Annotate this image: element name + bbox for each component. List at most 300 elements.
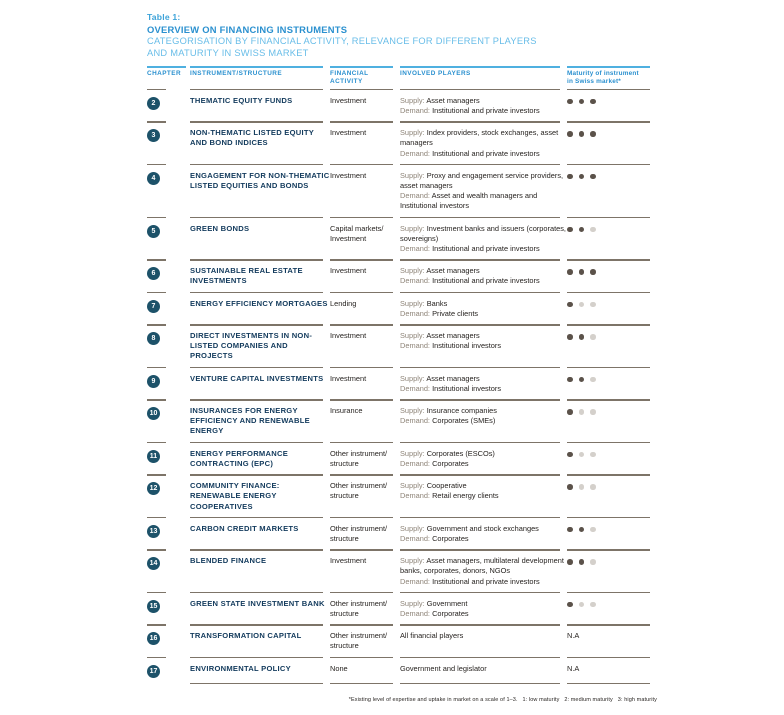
supply-label: Supply: xyxy=(400,223,425,233)
instrument-name: GREEN STATE INVESTMENT BANK xyxy=(190,598,325,608)
cell-involved-players xyxy=(400,592,567,624)
maturity-na-value: N.A xyxy=(567,663,580,673)
demand-value: Corporates xyxy=(432,608,469,618)
maturity-dot-filled xyxy=(579,227,585,233)
chapter-badge[interactable]: 15 xyxy=(147,600,160,613)
maturity-rating xyxy=(567,126,657,137)
maturity-dot-filled xyxy=(567,484,573,490)
cell-instrument xyxy=(190,592,330,614)
supply-line xyxy=(400,374,567,384)
instrument-name: BLENDED FINANCE xyxy=(190,556,267,566)
supply-line xyxy=(400,96,567,106)
involved-players-group xyxy=(400,447,567,469)
cell-chapter xyxy=(147,324,190,350)
maturity-dot-empty xyxy=(579,409,585,415)
supply-line xyxy=(400,266,567,276)
cell-maturity xyxy=(567,624,657,646)
demand-line xyxy=(400,384,567,394)
involved-players-group xyxy=(400,297,567,319)
supply-line xyxy=(400,599,567,609)
demand-line xyxy=(400,149,567,159)
cell-involved-players xyxy=(400,121,567,164)
instrument-name: COMMUNITY FINANCE: RENEWABLE ENERGY COOPERATIVES xyxy=(190,481,280,511)
financial-activity-value: Lending xyxy=(330,298,357,308)
supply-label: Supply: xyxy=(400,95,425,105)
cell-chapter xyxy=(147,657,190,683)
maturity-dot-empty xyxy=(590,377,596,383)
demand-label: Demand: xyxy=(400,576,430,586)
cell-instrument xyxy=(190,292,330,314)
demand-label: Demand: xyxy=(400,276,430,286)
cell-maturity xyxy=(567,121,657,142)
involved-players-group xyxy=(400,169,567,212)
demand-line xyxy=(400,341,567,351)
supply-label: Supply: xyxy=(400,598,425,608)
demand-value: Corporates xyxy=(432,533,469,543)
demand-line xyxy=(400,416,567,426)
header-cell-chapter xyxy=(147,66,190,80)
cell-involved-players xyxy=(400,624,567,646)
maturity-dot-filled xyxy=(590,99,596,105)
supply-value: Cooperative xyxy=(426,481,467,491)
maturity-dot-filled xyxy=(567,174,573,180)
maturity-dot-empty xyxy=(590,302,596,308)
chapter-badge[interactable]: 4 xyxy=(147,172,160,185)
demand-label: Demand: xyxy=(400,148,430,158)
involved-players-group xyxy=(400,629,567,641)
supply-value: Proxy and engagement service providers, asset managers xyxy=(400,170,564,191)
demand-label: Demand: xyxy=(400,458,430,468)
header-label-involved-players: INVOLVED PLAYERS xyxy=(400,70,471,77)
table-subtitle-line-1: CATEGORISATION BY FINANCIAL ACTIVITY, RELEVANCE FOR DIFFERENT PLAYERS xyxy=(147,36,537,46)
cell-instrument xyxy=(190,367,330,389)
cell-financial-activity xyxy=(330,367,400,389)
demand-line xyxy=(400,309,567,319)
maturity-dot-empty xyxy=(590,452,596,458)
supply-value: Asset managers, multilateral development banks, corporates, donors, NGOs xyxy=(400,556,564,576)
maturity-dot-filled xyxy=(567,334,573,340)
header-cell-financial-activity xyxy=(330,66,400,89)
table-row xyxy=(147,292,657,324)
financial-activity-value: Insurance xyxy=(330,406,363,416)
maturity-dot-empty xyxy=(590,559,596,565)
table-header-row xyxy=(147,66,657,89)
instrument-name: INSURANCES FOR ENERGY EFFICIENCY AND RENEWABLE ENERGY xyxy=(190,406,310,436)
players-plain-value: All financial players xyxy=(400,631,464,641)
instrument-name: VENTURE CAPITAL INVESTMENTS xyxy=(190,373,324,383)
cell-instrument xyxy=(190,164,330,196)
cell-financial-activity xyxy=(330,89,400,111)
maturity-dot-empty xyxy=(590,409,596,415)
demand-value: Retail energy clients xyxy=(432,491,499,501)
cell-chapter xyxy=(147,121,190,147)
maturity-dot-filled xyxy=(567,302,573,308)
cell-instrument xyxy=(190,259,330,291)
bottom-rule-instrument xyxy=(190,683,330,693)
maturity-rating xyxy=(567,447,657,458)
financial-activity-value: Other instrument/ structure xyxy=(330,598,388,618)
cell-financial-activity xyxy=(330,624,400,656)
maturity-dot-filled xyxy=(567,377,573,383)
chapter-badge[interactable]: 6 xyxy=(147,267,160,280)
cell-financial-activity xyxy=(330,442,400,474)
cell-chapter xyxy=(147,592,190,618)
involved-players-group xyxy=(400,126,567,159)
cell-maturity xyxy=(567,592,657,613)
demand-line xyxy=(400,491,567,501)
table-row xyxy=(147,399,657,442)
involved-players-group xyxy=(400,554,567,587)
supply-value: Insurance companies xyxy=(426,406,497,416)
maturity-rating xyxy=(567,169,657,180)
cell-maturity xyxy=(567,474,657,495)
maturity-rating xyxy=(567,329,657,340)
supply-value: Asset managers xyxy=(426,266,480,276)
demand-label: Demand: xyxy=(400,533,430,543)
instrument-name: CARBON CREDIT MARKETS xyxy=(190,523,299,533)
instrument-name: ENERGY PERFORMANCE CONTRACTING (EPC) xyxy=(190,448,289,468)
maturity-dot-empty xyxy=(590,484,596,490)
maturity-dot-empty xyxy=(590,227,596,233)
chapter-badge[interactable]: 3 xyxy=(147,129,160,142)
supply-line xyxy=(400,171,567,191)
maturity-rating xyxy=(567,597,657,608)
financial-activity-value: Investment xyxy=(330,128,367,138)
chapter-badge[interactable]: 16 xyxy=(147,632,160,645)
cell-involved-players xyxy=(400,259,567,291)
table-row xyxy=(147,442,657,474)
demand-value: Corporates (SMEs) xyxy=(432,416,496,426)
maturity-dot-empty xyxy=(590,334,596,340)
bottom-rule-financial-activity xyxy=(330,683,400,693)
cell-instrument xyxy=(190,624,330,646)
demand-value: Institutional investors xyxy=(432,383,502,393)
cell-maturity xyxy=(567,324,657,345)
cell-chapter xyxy=(147,367,190,393)
maturity-dot-filled xyxy=(567,452,573,458)
financial-activity-value: Other instrument/ structure xyxy=(330,523,388,543)
cell-financial-activity xyxy=(330,592,400,624)
demand-value: Institutional and private investors xyxy=(432,148,540,158)
table-row xyxy=(147,217,657,260)
chapter-badge[interactable]: 14 xyxy=(147,557,160,570)
demand-line xyxy=(400,191,567,211)
chapter-badge[interactable]: 7 xyxy=(147,300,160,313)
cell-maturity xyxy=(567,442,657,463)
footnote-key-3: 3: high maturity xyxy=(617,697,657,703)
maturity-dot-empty xyxy=(579,452,585,458)
demand-value: Institutional and private investors xyxy=(432,276,540,286)
maturity-rating xyxy=(567,372,657,383)
chapter-badge[interactable]: 12 xyxy=(147,482,160,495)
chapter-badge[interactable]: 11 xyxy=(147,450,160,463)
footnote-main: *Existing level of expertise and uptake in market on a scale of 1–3. xyxy=(348,697,518,703)
maturity-dot-filled xyxy=(579,334,585,340)
cell-instrument xyxy=(190,89,330,111)
maturity-dot-empty xyxy=(579,484,585,490)
table-row xyxy=(147,624,657,656)
cell-instrument xyxy=(190,217,330,239)
demand-label: Demand: xyxy=(400,106,430,116)
maturity-dot-filled xyxy=(567,602,573,608)
maturity-rating xyxy=(567,522,657,533)
table-title-block xyxy=(147,12,667,60)
cell-maturity xyxy=(567,517,657,538)
supply-value: Asset managers xyxy=(426,373,480,383)
cell-maturity xyxy=(567,217,657,238)
bottom-rule-chapter xyxy=(147,683,190,693)
cell-involved-players xyxy=(400,474,567,506)
supply-value: Corporates (ESCOs) xyxy=(426,448,495,458)
supply-value: Asset managers xyxy=(426,95,480,105)
maturity-dot-filled xyxy=(579,99,585,105)
involved-players-group xyxy=(400,479,567,501)
demand-value: Asset and wealth managers and Institutional investors xyxy=(400,191,538,211)
maturity-na-value: N.A xyxy=(567,631,580,641)
maturity-dot-empty xyxy=(590,602,596,608)
table-row xyxy=(147,549,657,592)
cell-financial-activity xyxy=(330,399,400,421)
bottom-rule-maturity xyxy=(567,683,657,693)
demand-value: Institutional and private investors xyxy=(432,576,540,586)
cell-financial-activity xyxy=(330,121,400,143)
cell-involved-players xyxy=(400,549,567,592)
chapter-badge[interactable]: 10 xyxy=(147,407,160,420)
supply-line xyxy=(400,556,567,576)
involved-players-group xyxy=(400,222,567,255)
header-label-chapter: CHAPTER xyxy=(147,70,182,77)
table-footnote xyxy=(147,697,657,703)
supply-value: Investment banks and issuers (corporates, sovereigns) xyxy=(400,223,566,243)
maturity-dot-filled xyxy=(579,559,585,565)
maturity-dot-filled xyxy=(567,269,573,275)
instrument-name: ENGAGEMENT FOR NON-THEMATIC LISTED EQUITIES AND BONDS xyxy=(190,170,330,191)
table-row xyxy=(147,367,657,399)
cell-chapter xyxy=(147,259,190,285)
financial-activity-value: Other instrument/ structure xyxy=(330,448,388,468)
table-body xyxy=(147,89,657,683)
table-row xyxy=(147,259,657,291)
cell-involved-players xyxy=(400,442,567,474)
cell-maturity xyxy=(567,657,657,679)
demand-label: Demand: xyxy=(400,244,430,254)
maturity-dot-empty xyxy=(579,602,585,608)
demand-line xyxy=(400,244,567,254)
chapter-badge[interactable]: 17 xyxy=(147,665,160,678)
demand-label: Demand: xyxy=(400,341,430,351)
cell-chapter xyxy=(147,474,190,500)
cell-financial-activity xyxy=(330,474,400,506)
cell-involved-players xyxy=(400,324,567,356)
instrument-name: NON-THEMATIC LISTED EQUITY AND BOND INDICES xyxy=(190,128,314,148)
cell-financial-activity xyxy=(330,324,400,346)
header-label-maturity-line-2: in Swiss market* xyxy=(567,78,621,86)
chapter-badge[interactable]: 2 xyxy=(147,97,160,110)
table-bottom-rule xyxy=(147,683,657,693)
cell-involved-players xyxy=(400,292,567,324)
cell-chapter xyxy=(147,517,190,543)
cell-involved-players xyxy=(400,367,567,399)
supply-label: Supply: xyxy=(400,523,425,533)
maturity-dot-filled xyxy=(567,131,573,137)
header-label-maturity-line-1: Maturity of instrument xyxy=(567,70,639,77)
cell-financial-activity xyxy=(330,292,400,314)
table-row xyxy=(147,474,657,517)
cell-instrument xyxy=(190,549,330,571)
instrument-name: SUSTAINABLE REAL ESTATE INVESTMENTS xyxy=(190,266,303,286)
cell-maturity xyxy=(567,259,657,280)
demand-label: Demand: xyxy=(400,416,430,426)
chapter-badge[interactable]: 13 xyxy=(147,525,160,538)
chapter-badge[interactable]: 9 xyxy=(147,375,160,388)
cell-chapter xyxy=(147,217,190,243)
chapter-badge[interactable]: 8 xyxy=(147,332,160,345)
instrument-name: TRANSFORMATION CAPITAL xyxy=(190,631,302,641)
cell-chapter xyxy=(147,549,190,575)
supply-label: Supply: xyxy=(400,298,425,308)
table-row xyxy=(147,164,657,217)
financial-activity-value: Other instrument/ structure xyxy=(330,481,388,501)
cell-involved-players xyxy=(400,89,567,121)
supply-line xyxy=(400,481,567,491)
table-number-label: Table 1: xyxy=(147,12,181,22)
involved-players-group xyxy=(400,264,567,286)
involved-players-group xyxy=(400,329,567,351)
maturity-dot-filled xyxy=(567,527,573,533)
table-row xyxy=(147,324,657,367)
demand-value: Institutional and private investors xyxy=(432,244,540,254)
maturity-dot-filled xyxy=(579,174,585,180)
maturity-dot-filled xyxy=(590,269,596,275)
table-row xyxy=(147,517,657,549)
demand-line xyxy=(400,534,567,544)
header-cell-involved-players xyxy=(400,66,567,80)
cell-maturity xyxy=(567,292,657,313)
cell-involved-players xyxy=(400,164,567,217)
maturity-rating xyxy=(567,222,657,233)
table-row xyxy=(147,657,657,683)
involved-players-group xyxy=(400,404,567,426)
cell-instrument xyxy=(190,324,330,367)
supply-value: Government and stock exchanges xyxy=(426,523,539,533)
supply-line xyxy=(400,224,567,244)
maturity-dot-filled xyxy=(567,409,573,415)
financial-activity-value: Investment xyxy=(330,170,367,180)
supply-line xyxy=(400,299,567,309)
demand-label: Demand: xyxy=(400,308,430,318)
footnote-key-2: 2: medium maturity xyxy=(564,697,613,703)
cell-chapter xyxy=(147,399,190,425)
maturity-dot-empty xyxy=(579,302,585,308)
footnote-key-1: 1: low maturity xyxy=(522,697,560,703)
financial-activity-value: Investment xyxy=(330,266,367,276)
demand-label: Demand: xyxy=(400,608,430,618)
supply-line xyxy=(400,128,567,148)
cell-involved-players xyxy=(400,517,567,549)
maturity-dot-filled xyxy=(579,527,585,533)
instrument-name: DIRECT INVESTMENTS IN NON-LISTED COMPANIES AND PROJECTS xyxy=(190,331,313,361)
supply-label: Supply: xyxy=(400,266,425,276)
demand-line xyxy=(400,459,567,469)
instrument-name: ENVIRONMENTAL POLICY xyxy=(190,663,291,673)
cell-financial-activity xyxy=(330,517,400,549)
table-title: OVERVIEW ON FINANCING INSTRUMENTS xyxy=(147,24,348,35)
cell-involved-players xyxy=(400,657,567,679)
cell-maturity xyxy=(567,399,657,420)
maturity-dot-filled xyxy=(567,99,573,105)
maturity-dot-filled xyxy=(567,227,573,233)
bottom-rule-involved-players xyxy=(400,683,567,693)
table-row xyxy=(147,89,657,121)
cell-financial-activity xyxy=(330,657,400,679)
cell-chapter xyxy=(147,164,190,190)
maturity-rating xyxy=(567,479,657,490)
players-plain-value: Government and legislator xyxy=(400,663,487,673)
maturity-dot-filled xyxy=(579,377,585,383)
cell-maturity xyxy=(567,549,657,570)
involved-players-group xyxy=(400,522,567,544)
cell-instrument xyxy=(190,121,330,153)
header-label-financial-activity: FINANCIAL ACTIVITY xyxy=(330,70,369,86)
demand-label: Demand: xyxy=(400,491,430,501)
maturity-dot-filled xyxy=(590,131,596,137)
supply-line xyxy=(400,524,567,534)
supply-label: Supply: xyxy=(400,331,425,341)
financing-instruments-table xyxy=(147,66,657,693)
demand-line xyxy=(400,609,567,619)
financial-activity-value: Investment xyxy=(330,556,367,566)
table-row xyxy=(147,121,657,164)
maturity-dot-filled xyxy=(579,131,585,137)
chapter-badge[interactable]: 5 xyxy=(147,225,160,238)
supply-line xyxy=(400,406,567,416)
maturity-rating xyxy=(567,264,657,275)
supply-value: Government xyxy=(426,598,468,608)
supply-label: Supply: xyxy=(400,481,425,491)
supply-value: Index providers, stock exchanges, asset managers xyxy=(400,128,559,148)
demand-label: Demand: xyxy=(400,191,430,201)
cell-maturity xyxy=(567,89,657,110)
table-row xyxy=(147,592,657,624)
cell-instrument xyxy=(190,657,330,679)
cell-chapter xyxy=(147,292,190,318)
supply-value: Asset managers xyxy=(426,331,480,341)
supply-line xyxy=(400,449,567,459)
supply-label: Supply: xyxy=(400,556,425,566)
demand-value: Corporates xyxy=(432,458,469,468)
demand-line xyxy=(400,276,567,286)
demand-line xyxy=(400,577,567,587)
cell-financial-activity xyxy=(330,217,400,249)
maturity-dot-filled xyxy=(567,559,573,565)
cell-maturity xyxy=(567,164,657,185)
supply-label: Supply: xyxy=(400,406,425,416)
maturity-dot-empty xyxy=(590,527,596,533)
cell-financial-activity xyxy=(330,259,400,281)
demand-line xyxy=(400,106,567,116)
cell-chapter xyxy=(147,89,190,115)
header-label-instrument: INSTRUMENT/STRUCTURE xyxy=(190,70,283,77)
instrument-name: ENERGY EFFICIENCY MORTGAGES xyxy=(190,298,328,308)
involved-players-group xyxy=(400,372,567,394)
financial-activity-value: Capital markets/ Investment xyxy=(330,223,384,243)
financial-activity-value: None xyxy=(330,663,348,673)
demand-label: Demand: xyxy=(400,383,430,393)
supply-line xyxy=(400,331,567,341)
maturity-rating xyxy=(567,297,657,308)
cell-chapter xyxy=(147,624,190,650)
instrument-name: GREEN BONDS xyxy=(190,223,250,233)
